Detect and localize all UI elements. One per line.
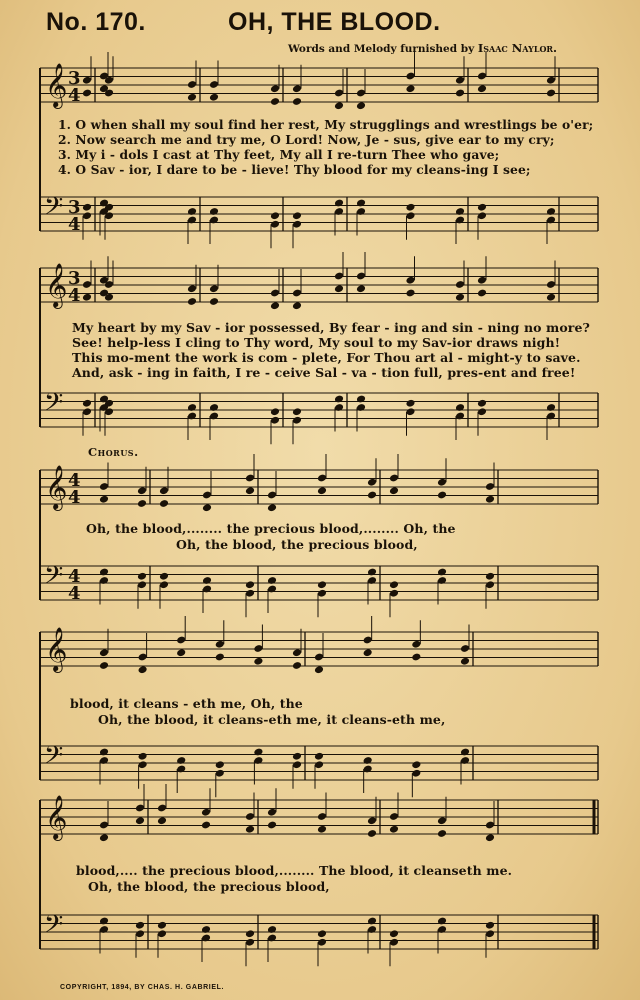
treble-clef: 𝄞 — [45, 795, 68, 839]
note-head — [292, 407, 302, 416]
note-head — [209, 403, 219, 412]
note-head — [157, 816, 167, 825]
verse-3-line-1: 3. My i - dols I cast at Thy feet, My all I re-turn Thee who gave; — [58, 147, 500, 162]
note-head — [202, 503, 212, 512]
note-head — [267, 821, 277, 830]
note-head — [455, 293, 465, 302]
time-signature-bottom: 4 — [68, 487, 81, 508]
chorus-1-lower: Oh, the blood, the precious blood, — [176, 537, 418, 552]
note-head — [99, 748, 109, 757]
note-head — [215, 760, 225, 769]
verse-4-line-1: 4. O Sav - ior, I dare to be - lieve! Thy blood for my cleans-ing I see; — [58, 162, 531, 177]
bass-clef: 𝄢 — [44, 741, 64, 776]
note-head — [389, 825, 399, 834]
note-head — [270, 301, 280, 310]
note-head — [267, 925, 277, 934]
note-head — [292, 661, 302, 670]
credit-prefix: Words and Melody furnished by — [288, 43, 475, 55]
note-head — [135, 921, 145, 930]
note-head — [138, 752, 148, 761]
note-head — [317, 486, 327, 495]
note-head — [455, 207, 465, 216]
note-head — [356, 101, 366, 110]
note-head — [270, 97, 280, 106]
note-head — [215, 653, 225, 662]
note-head — [334, 199, 344, 208]
credit-author: Isaac Naylor. — [477, 41, 558, 55]
note-head — [270, 211, 280, 220]
note-head — [157, 921, 167, 930]
verse-1-line-1: 1. O when shall my soul find her rest, My strugglings and wrestlings be o'er; — [58, 117, 594, 132]
hymn-title: OH, THE BLOOD. — [228, 8, 441, 36]
note-head — [389, 580, 399, 589]
clefs — [44, 63, 67, 945]
note-head — [455, 403, 465, 412]
note-head — [99, 833, 109, 842]
verse-1-line-2: My heart by my Sav - ior possessed, By fear - ing and sin - ning no more? — [72, 320, 590, 335]
note-head — [317, 580, 327, 589]
note-head — [138, 665, 148, 674]
note-head — [159, 499, 169, 508]
verse-3-line-2: This mo-ment the work is com - plete, For Thou art al - might-y to save. — [72, 350, 581, 365]
time-signature-top: 3 — [68, 68, 81, 89]
note-head — [485, 495, 495, 504]
note-head — [367, 491, 377, 500]
time-signature-bottom: 4 — [68, 214, 81, 235]
bass-clef: 𝄢 — [44, 192, 64, 227]
note-head — [363, 648, 373, 657]
note-head — [389, 929, 399, 938]
note-head — [245, 825, 255, 834]
note-head — [317, 929, 327, 938]
note-head — [477, 289, 487, 298]
note-head — [209, 93, 219, 102]
treble-clef: 𝄞 — [45, 63, 68, 107]
note-head — [546, 89, 556, 98]
note-head — [356, 284, 366, 293]
time-signature-bottom: 4 — [68, 85, 81, 106]
note-head — [405, 289, 415, 298]
note-head — [314, 665, 324, 674]
bass-clef: 𝄢 — [44, 561, 64, 596]
note-head — [176, 648, 186, 657]
time-signature-top: 3 — [68, 268, 81, 289]
note-head — [367, 568, 377, 577]
note-head — [356, 395, 366, 404]
note-head — [314, 752, 324, 761]
note-head — [485, 833, 495, 842]
note-head — [209, 207, 219, 216]
note-head — [245, 580, 255, 589]
time-signature-bottom: 4 — [68, 285, 81, 306]
note-head — [367, 917, 377, 926]
note-head — [137, 499, 147, 508]
note-head — [245, 486, 255, 495]
chorus-3-lower: Oh, the blood, the precious blood, — [88, 879, 330, 894]
verse-2-line-2: See! help-less I cling to Thy word, My soul to my Sav-ior draws nigh! — [72, 335, 561, 350]
note-head — [405, 399, 415, 408]
note-head — [317, 825, 327, 834]
note-head — [187, 297, 197, 306]
note-head — [546, 207, 556, 216]
copyright-notice: COPYRIGHT, 1894, BY CHAS. H. GABRIEL. — [60, 984, 225, 991]
chorus-label: Chorus. — [88, 445, 139, 459]
time-signature-top: 3 — [68, 197, 81, 218]
note-head — [187, 93, 197, 102]
note-head — [135, 816, 145, 825]
note-head — [99, 917, 109, 926]
note-head — [99, 661, 109, 670]
note-head — [159, 572, 169, 581]
chorus-3-upper: blood,.... the precious blood,........ The blood, it cleanseth me. — [76, 863, 513, 878]
note-head — [82, 203, 92, 212]
time-signature-top: 4 — [68, 470, 81, 491]
note-head — [405, 84, 415, 93]
note-head — [477, 84, 487, 93]
note-head — [201, 821, 211, 830]
note-head — [437, 491, 447, 500]
note-head — [437, 829, 447, 838]
note-head — [411, 653, 421, 662]
note-head — [389, 486, 399, 495]
time-signature-bottom: 4 — [68, 583, 81, 604]
note-head — [356, 199, 366, 208]
note-head — [334, 395, 344, 404]
note-head — [82, 293, 92, 302]
treble-clef: 𝄞 — [45, 465, 68, 509]
note-head — [292, 97, 302, 106]
note-head — [202, 576, 212, 585]
note-head — [485, 572, 495, 581]
note-head — [245, 929, 255, 938]
note-head — [477, 399, 487, 408]
note-head — [253, 657, 263, 666]
note-head — [176, 756, 186, 765]
note-head — [546, 403, 556, 412]
note-head — [367, 829, 377, 838]
note-head — [137, 572, 147, 581]
note-head — [201, 925, 211, 934]
note-head — [292, 301, 302, 310]
note-head — [292, 211, 302, 220]
note-head — [270, 407, 280, 416]
note-heads — [82, 52, 556, 966]
note-head — [267, 576, 277, 585]
chorus-2-lower: Oh, the blood, it cleans-eth me, it cleans-eth me, — [98, 712, 446, 727]
note-head — [437, 917, 447, 926]
bass-clef: 𝄢 — [44, 388, 64, 423]
note-head — [405, 203, 415, 212]
note-head — [292, 752, 302, 761]
note-head — [411, 760, 421, 769]
note-head — [187, 207, 197, 216]
note-head — [209, 297, 219, 306]
treble-clef: 𝄞 — [45, 627, 68, 671]
note-head — [455, 89, 465, 98]
note-head — [363, 756, 373, 765]
chorus-1-upper: Oh, the blood,........ the precious blood,........ Oh, the — [86, 521, 456, 536]
note-head — [437, 568, 447, 577]
note-head — [99, 568, 109, 577]
note-head — [334, 284, 344, 293]
bass-clef: 𝄢 — [44, 910, 64, 945]
time-signature-top: 4 — [68, 566, 81, 587]
verse-2-line-1: 2. Now search me and try me, O Lord! Now, Je - sus, give ear to my cry; — [58, 132, 555, 147]
note-head — [267, 503, 277, 512]
note-head — [82, 399, 92, 408]
note-head — [82, 89, 92, 98]
note-head — [253, 748, 263, 757]
note-head — [477, 203, 487, 212]
note-head — [187, 403, 197, 412]
note-head — [99, 495, 109, 504]
note-head — [334, 101, 344, 110]
treble-clef: 𝄞 — [45, 263, 68, 307]
hymn-number: No. 170. — [46, 8, 146, 36]
note-head — [485, 921, 495, 930]
verse-4-line-2: And, ask - ing in faith, I re - ceive Sal - va - tion full, pres-ent and free! — [72, 365, 576, 380]
note-head — [546, 293, 556, 302]
chorus-2-upper: blood, it cleans - eth me, Oh, the — [70, 696, 303, 711]
note-head — [460, 657, 470, 666]
note-head — [460, 748, 470, 757]
